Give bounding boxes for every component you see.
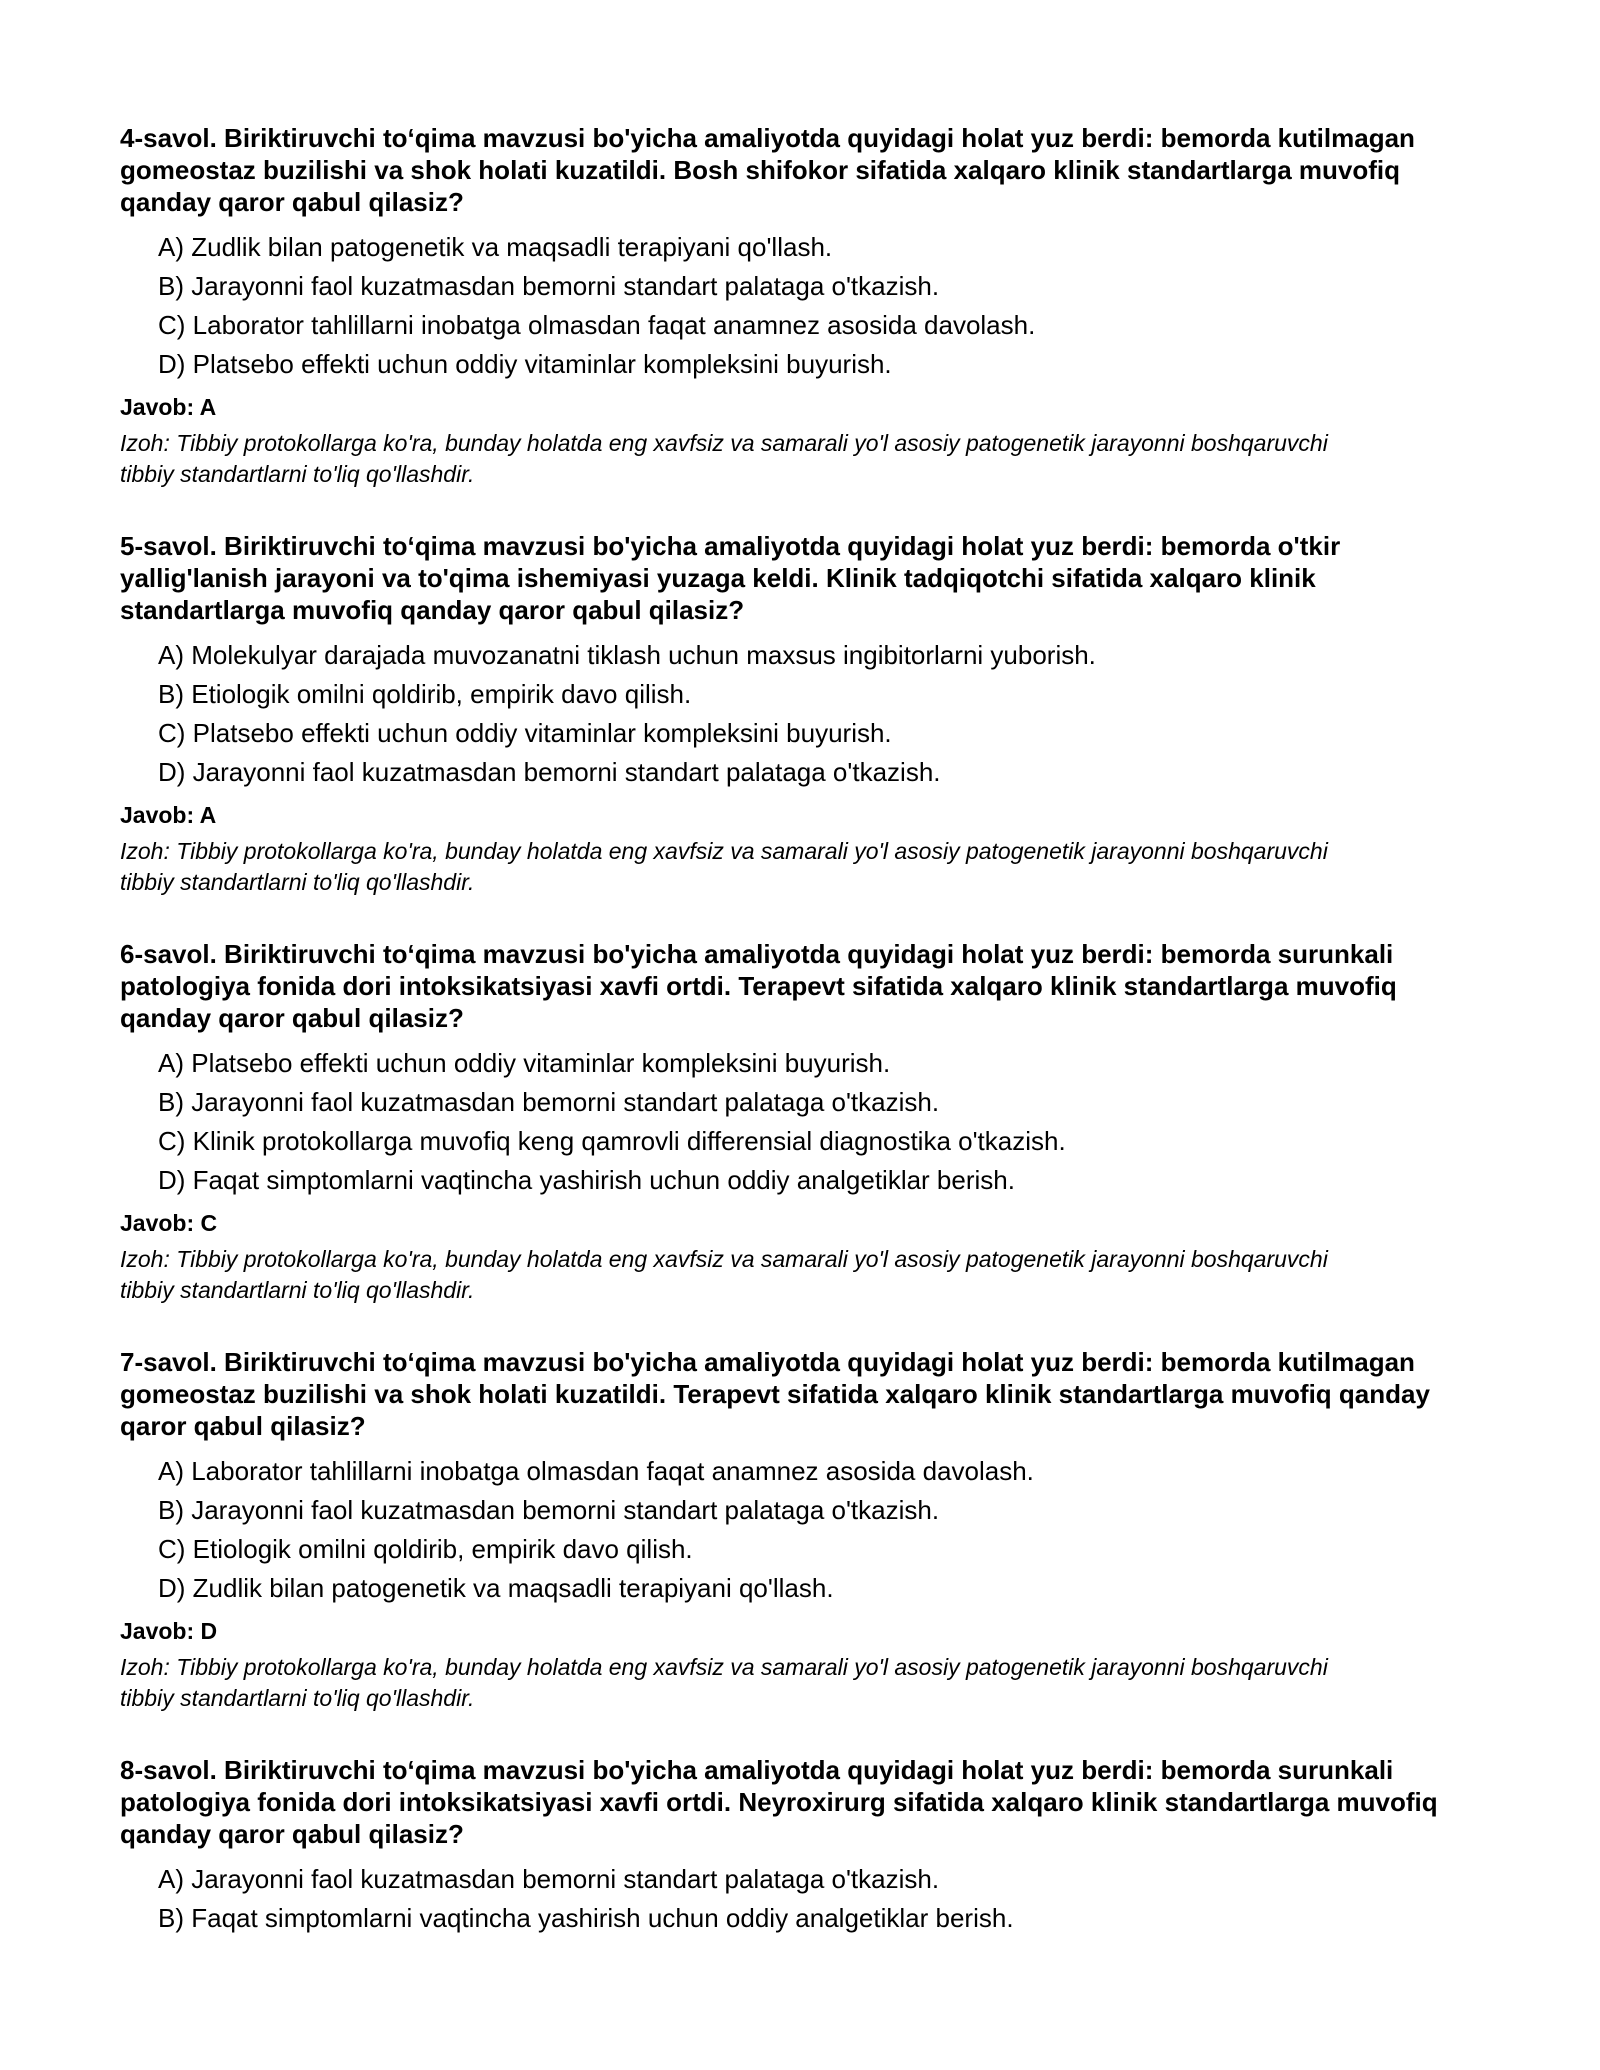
option-d: D) Faqat simptomlarni vaqtincha yashirish uchun oddiy analgetiklar berish. xyxy=(158,1165,1015,1195)
option-a: A) Laborator tahlillarni inobatga olmasdan faqat anamnez asosida davolash. xyxy=(158,1456,1034,1486)
question-block xyxy=(120,938,1480,1306)
answer-label: Javob: A xyxy=(120,394,217,420)
option-list xyxy=(158,1044,1480,1200)
option-d: D) Platsebo effekti uchun oddiy vitaminlar kompleksini buyurish. xyxy=(158,349,892,379)
option-list xyxy=(158,1860,1480,1938)
question-block xyxy=(120,1346,1480,1714)
option-c: C) Klinik protokollarga muvofiq keng qamrovli differensial diagnostika o'tkazish. xyxy=(158,1126,1066,1156)
question-text: 6-savol. Biriktiruvchi to‘qima mavzusi bo'yicha amaliyotda quyidagi holat yuz berdi: bemorda surunkali patologiya fonida dori intoksikatsiyasi xavfi ortdi. Terapevt sifatida xalqaro klinik standartlarga muvofiq qanday qaror qabul qilasiz? xyxy=(120,939,1397,1033)
answer-label: Javob: D xyxy=(120,1618,218,1644)
explanation-note: Izoh: Tibbiy protokollarga ko'ra, bunday holatda eng xavfsiz va samarali yo'l asosiy patogenetik jarayonni boshqaruvchi tibbiy standartlarni to'liq qo'llashdir. xyxy=(120,430,1328,487)
option-b: B) Jarayonni faol kuzatmasdan bemorni standart palataga o'tkazish. xyxy=(158,271,940,301)
question-text: 8-savol. Biriktiruvchi to‘qima mavzusi bo'yicha amaliyotda quyidagi holat yuz berdi: bemorda surunkali patologiya fonida dori intoksikatsiyasi xavfi ortdi. Neyroxirurg sifatida xalqaro klinik standartlarga muvofiq qanday qaror qabul qilasiz? xyxy=(120,1755,1438,1849)
question-block xyxy=(120,1754,1480,1938)
answer-label: Javob: C xyxy=(120,1210,218,1236)
option-list xyxy=(158,228,1480,384)
question-text: 7-savol. Biriktiruvchi to‘qima mavzusi bo'yicha amaliyotda quyidagi holat yuz berdi: bemorda kutilmagan gomeostaz buzilishi va shok holati kuzatildi. Terapevt sifatida xalqaro klinik standartlarga muvofiq qanday qaror qabul qilasiz? xyxy=(120,1347,1430,1441)
option-list xyxy=(158,636,1480,792)
question-block xyxy=(120,122,1480,490)
option-b: B) Etiologik omilni qoldirib, empirik davo qilish. xyxy=(158,679,692,709)
option-list xyxy=(158,1452,1480,1608)
question-text: 4-savol. Biriktiruvchi to‘qima mavzusi bo'yicha amaliyotda quyidagi holat yuz berdi: bemorda kutilmagan gomeostaz buzilishi va shok holati kuzatildi. Bosh shifokor sifatida xalqaro klinik standartlarga muvofiq qanday qaror qabul qilasiz? xyxy=(120,123,1415,217)
option-a: A) Molekulyar darajada muvozanatni tiklash uchun maxsus ingibitorlarni yuborish. xyxy=(158,640,1096,670)
explanation-note: Izoh: Tibbiy protokollarga ko'ra, bunday holatda eng xavfsiz va samarali yo'l asosiy patogenetik jarayonni boshqaruvchi tibbiy standartlarni to'liq qo'llashdir. xyxy=(120,838,1328,895)
option-b: B) Jarayonni faol kuzatmasdan bemorni standart palataga o'tkazish. xyxy=(158,1495,940,1525)
option-b: B) Jarayonni faol kuzatmasdan bemorni standart palataga o'tkazish. xyxy=(158,1087,940,1117)
option-b: B) Faqat simptomlarni vaqtincha yashirish uchun oddiy analgetiklar berish. xyxy=(158,1903,1014,1933)
option-d: D) Zudlik bilan patogenetik va maqsadli terapiyani qo'llash. xyxy=(158,1573,834,1603)
answer-label: Javob: A xyxy=(120,802,217,828)
option-a: A) Platsebo effekti uchun oddiy vitaminlar kompleksini buyurish. xyxy=(158,1048,891,1078)
question-text: 5-savol. Biriktiruvchi to‘qima mavzusi bo'yicha amaliyotda quyidagi holat yuz berdi: bemorda o'tkir yallig'lanish jarayoni va to'qima ishemiyasi yuzaga keldi. Klinik tadqiqotchi sifatida xalqaro klinik standartlarga muvofiq qanday qaror qabul qilasiz? xyxy=(120,531,1341,625)
option-a: A) Jarayonni faol kuzatmasdan bemorni standart palataga o'tkazish. xyxy=(158,1864,940,1894)
option-c: C) Laborator tahlillarni inobatga olmasdan faqat anamnez asosida davolash. xyxy=(158,310,1036,340)
explanation-note: Izoh: Tibbiy protokollarga ko'ra, bunday holatda eng xavfsiz va samarali yo'l asosiy patogenetik jarayonni boshqaruvchi tibbiy standartlarni to'liq qo'llashdir. xyxy=(120,1246,1328,1303)
option-c: C) Platsebo effekti uchun oddiy vitaminlar kompleksini buyurish. xyxy=(158,718,892,748)
option-c: C) Etiologik omilni qoldirib, empirik davo qilish. xyxy=(158,1534,693,1564)
option-d: D) Jarayonni faol kuzatmasdan bemorni standart palataga o'tkazish. xyxy=(158,757,941,787)
explanation-note: Izoh: Tibbiy protokollarga ko'ra, bunday holatda eng xavfsiz va samarali yo'l asosiy patogenetik jarayonni boshqaruvchi tibbiy standartlarni to'liq qo'llashdir. xyxy=(120,1654,1328,1711)
question-block xyxy=(120,530,1480,898)
option-a: A) Zudlik bilan patogenetik va maqsadli terapiyani qo'llash. xyxy=(158,232,833,262)
